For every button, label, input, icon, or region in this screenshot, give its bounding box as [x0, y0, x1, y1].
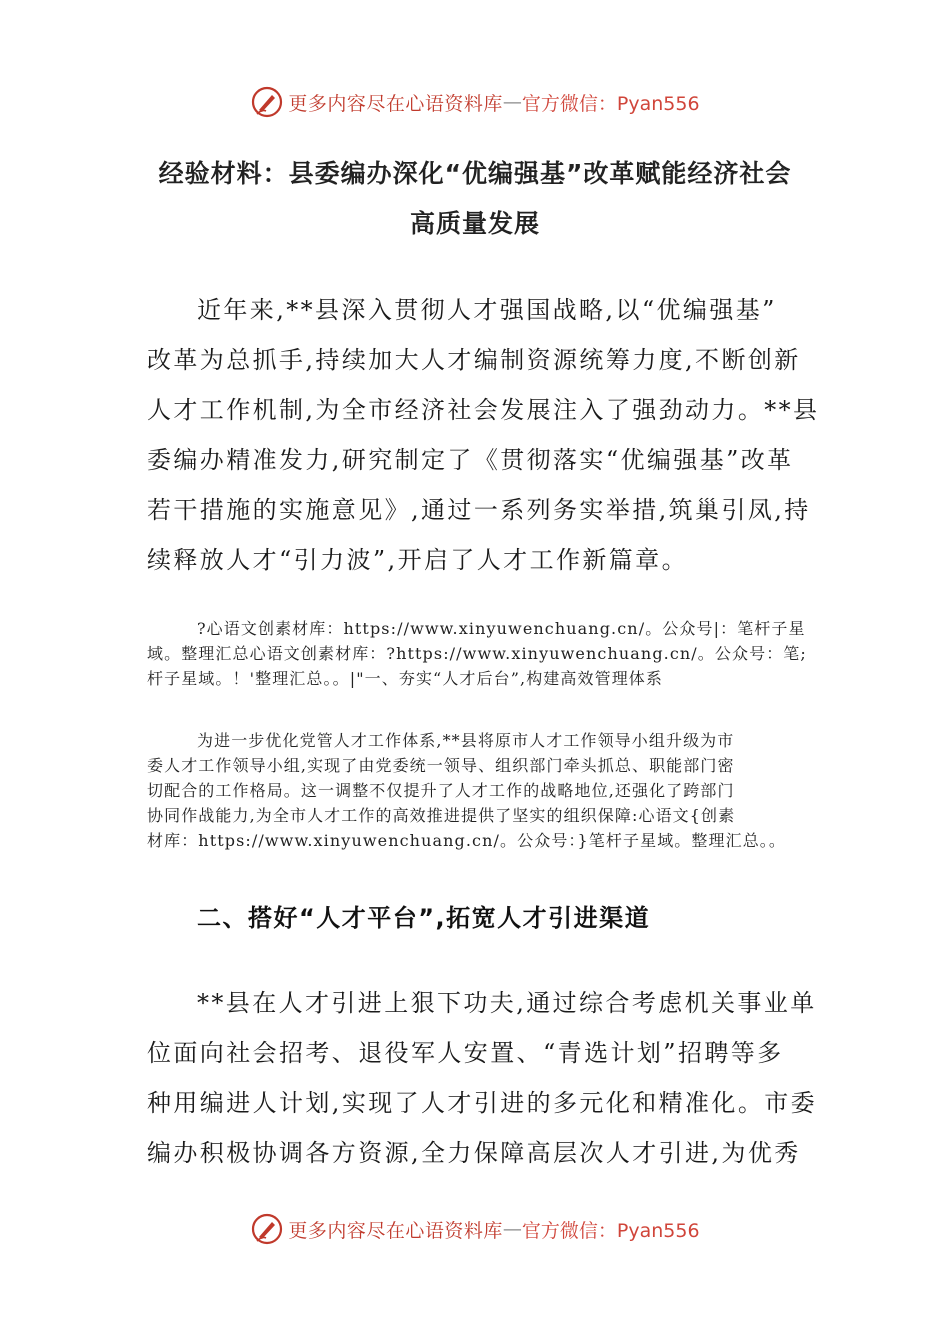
note-line: 域。整理汇总心语文创素材库：?https://www.xinyuwenchuang.cn/。公众号：笔; — [147, 644, 807, 663]
intro-line: 续释放人才“引力波”,开启了人才工作新篇章。 — [147, 546, 688, 574]
note-line: 切配合的工作格局。这一调整不仅提升了人才工作的战略地位,还强化了跨部门 — [147, 781, 735, 800]
pen-logo-icon — [250, 1212, 284, 1246]
section2-line: **县在人才引进上狠下功夫,通过综合考虑机关事业单 — [197, 989, 817, 1017]
watermark-wechat: 官方微信：Pyan556 — [521, 92, 700, 115]
intro-line: 委编办精准发力,研究制定了《贯彻落实“优编强基”改革 — [147, 446, 794, 474]
note-line: ?心语文创素材库：https://www.xinyuwenchuang.cn/。公众号|：笔杆子星 — [197, 619, 806, 638]
watermark-text: 更多内容尽在心语资料库 — [288, 1219, 503, 1242]
note-line: 协同作战能力,为全市人才工作的高效推进提供了坚实的组织保障:心语文{创素 — [147, 806, 736, 825]
section2-line: 位面向社会招考、退役军人安置、“青选计划”招聘等多 — [147, 1039, 784, 1067]
watermark-wechat: 官方微信：Pyan556 — [521, 1219, 700, 1242]
intro-line: 人才工作机制,为全市经济社会发展注入了强劲动力。**县 — [147, 396, 820, 424]
note-line: 为进一步优化党管人才工作体系,**县将原市人才工作领导小组升级为市 — [197, 731, 735, 750]
note-line: 材库：https://www.xinyuwenchuang.cn/。公众号：}笔杆子星域。整理汇总。。 — [147, 831, 786, 850]
watermark-separator: — — [502, 1218, 522, 1240]
watermark-text: 更多内容尽在心语资料库 — [288, 92, 503, 115]
watermark-banner-top — [0, 84, 950, 120]
section2-line: 编办积极协调各方资源,全力保障高层次人才引进,为优秀 — [147, 1139, 801, 1167]
section2-line: 种用编进人计划,实现了人才引进的多元化和精准化。市委 — [147, 1089, 818, 1117]
document-title-line2: 高质量发展 — [409, 209, 540, 238]
note-line: 杆子星域。！'整理汇总。。|"一、夯实“人才后台”,构建高效管理体系 — [147, 669, 663, 688]
section-heading-2: 二、搭好“人才平台”,拓宽人才引进渠道 — [197, 904, 651, 932]
intro-line: 近年来,**县深入贯彻人才强国战略,以“优编强基” — [197, 296, 777, 324]
intro-line: 若干措施的实施意见》,通过一系列务实举措,筑巢引凤,持 — [147, 496, 811, 524]
pen-logo-icon — [250, 85, 284, 119]
watermark-separator: — — [502, 91, 522, 113]
note-line: 委人才工作领导小组,实现了由党委统一领导、组织部门牵头抓总、职能部门密 — [147, 756, 735, 775]
watermark-banner-bottom — [0, 1211, 950, 1247]
document-title-line1: 经验材料：县委编办深化“优编强基”改革赋能经济社会 — [158, 159, 792, 188]
intro-line: 改革为总抓手,持续加大人才编制资源统筹力度,不断创新 — [147, 346, 801, 374]
